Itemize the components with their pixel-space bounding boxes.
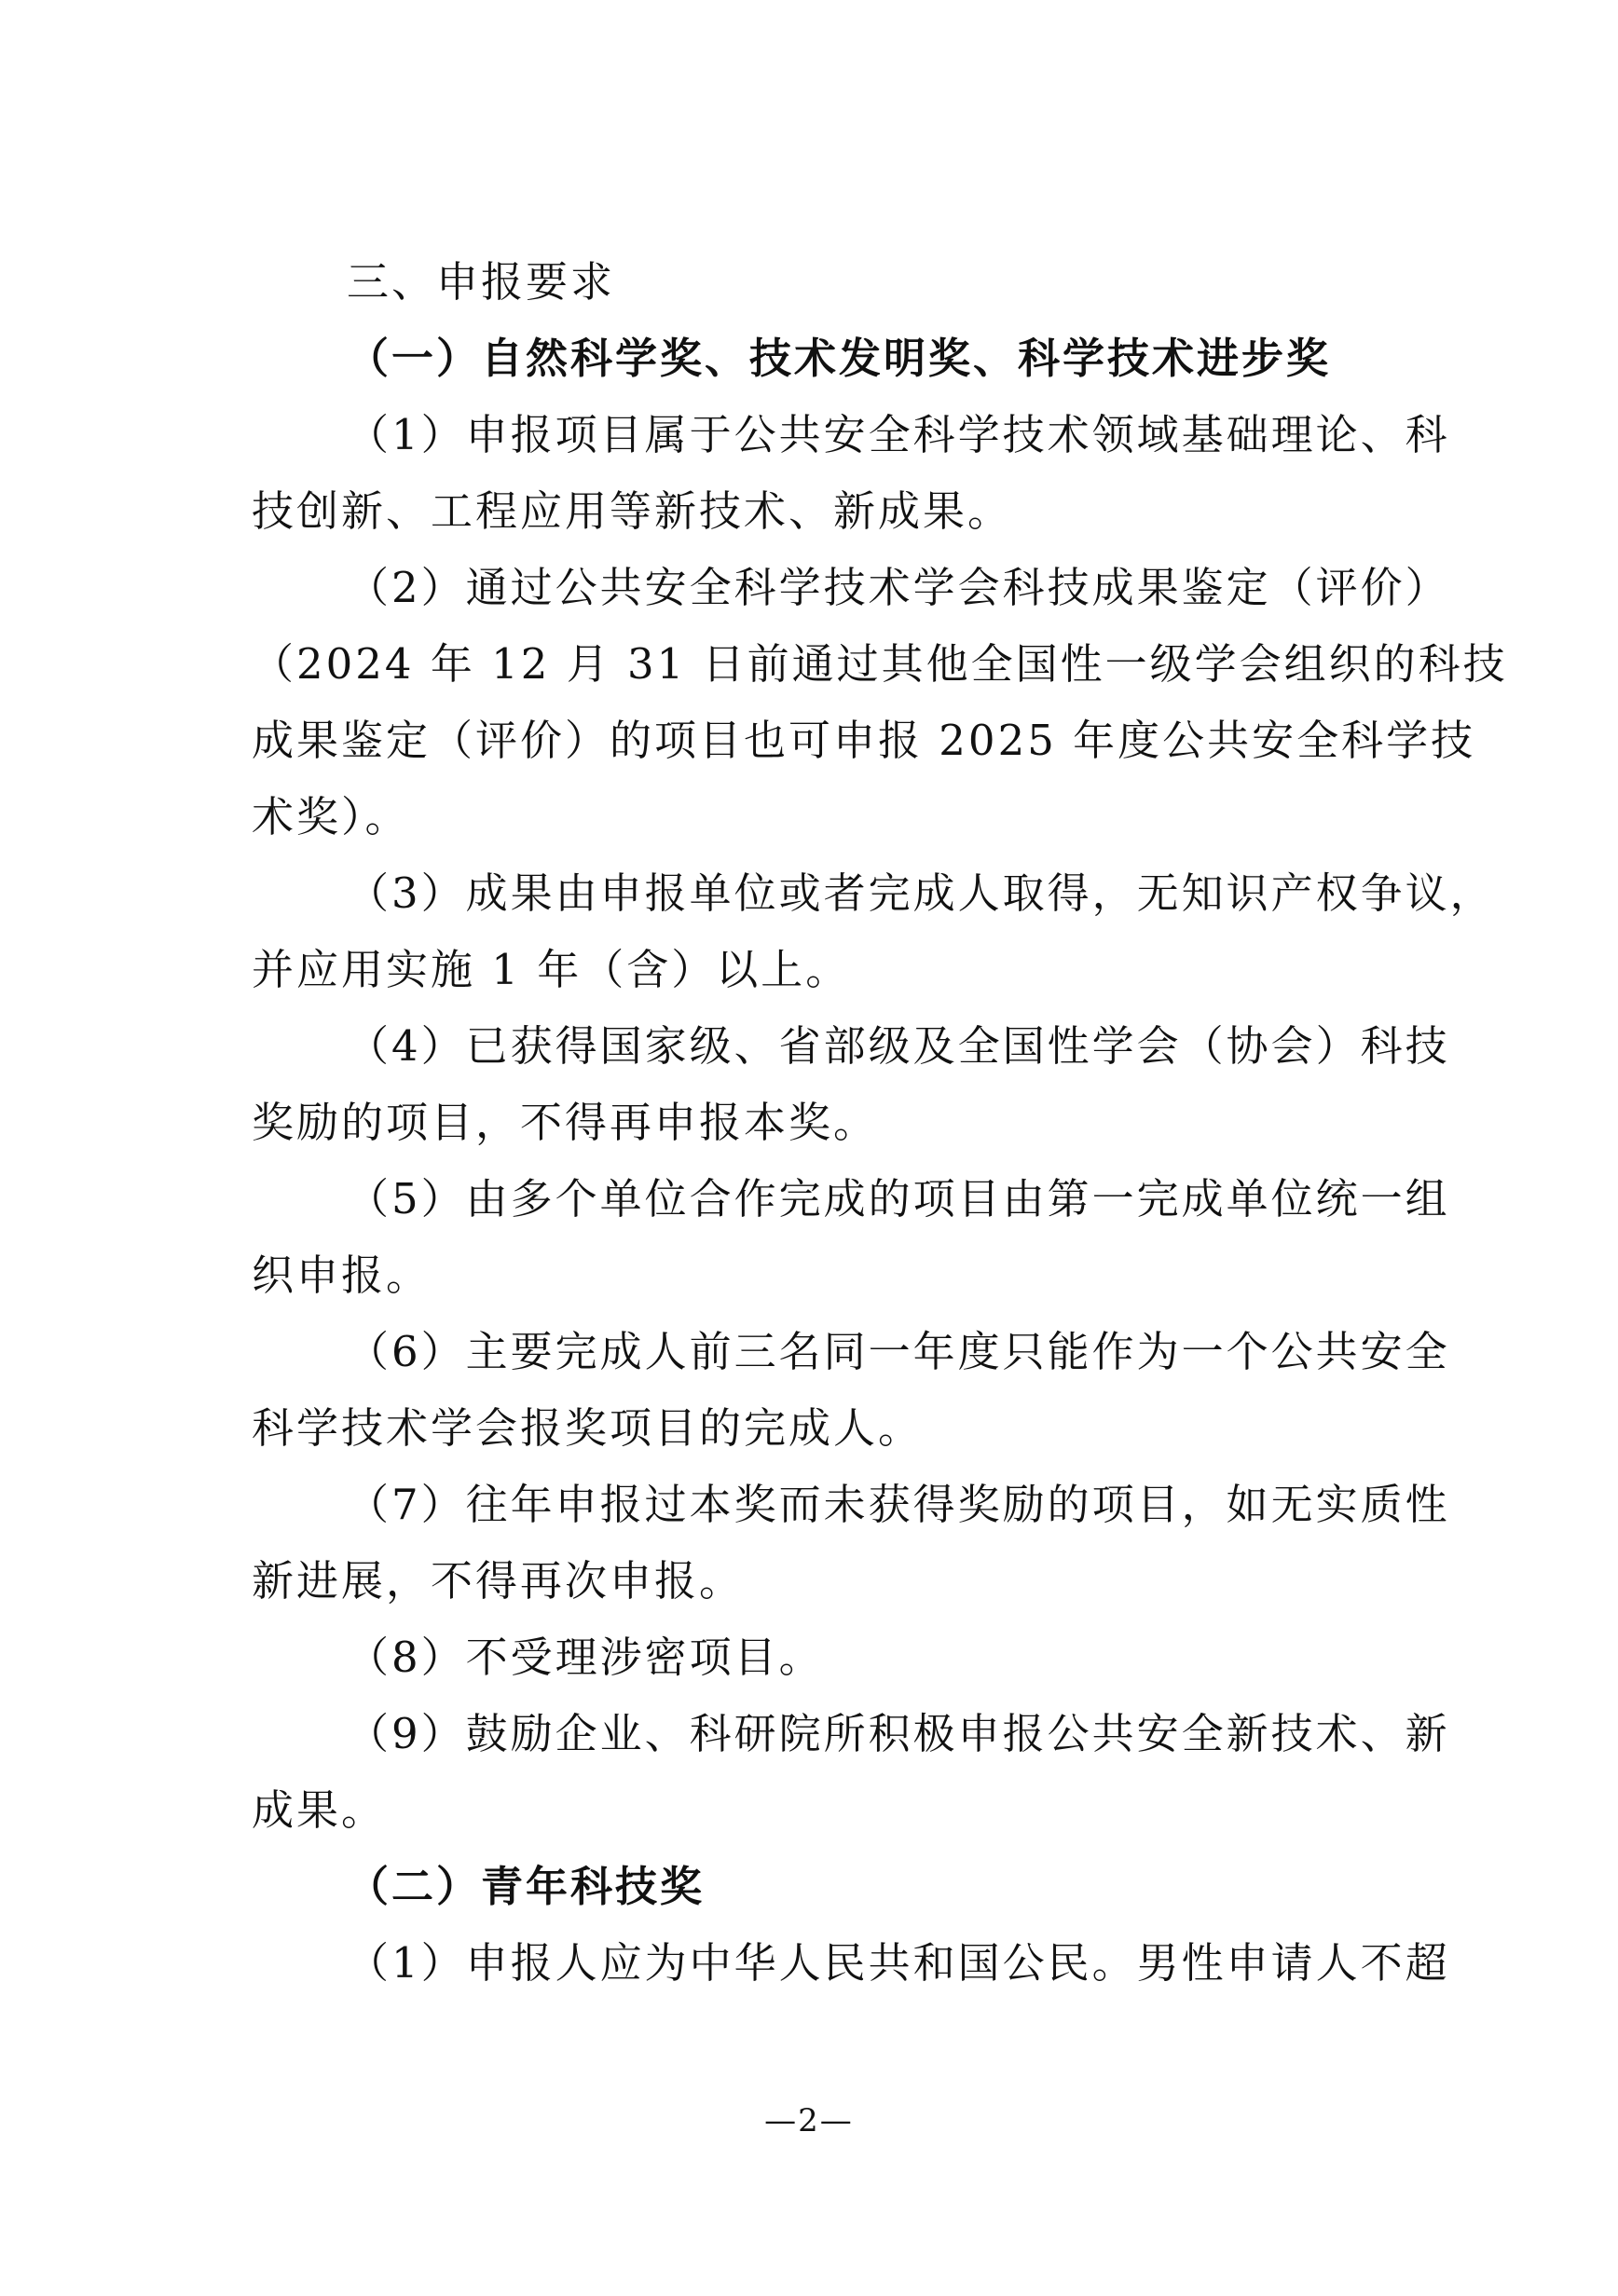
item-4-line-1: （4）已获得国家级、省部级及全国性学会（协会）科技: [347, 1021, 1450, 1071]
item-2-line-4: 术奖）。: [252, 792, 410, 841]
item-3-line-2: 并应用实施 1 年（含）以上。: [252, 945, 851, 994]
item-1-line-2: 技创新、工程应用等新技术、新成果。: [252, 486, 1013, 536]
item-3-line-1: （3）成果由申报单位或者完成人取得，无知识产权争议，: [347, 868, 1495, 918]
item-5-line-2: 织申报。: [252, 1250, 432, 1300]
item-9-line-2: 成果。: [252, 1785, 387, 1835]
item-5-line-1: （5）由多个单位合作完成的项目由第一完成单位统一组: [347, 1174, 1450, 1223]
page-number: —2—: [764, 2102, 854, 2139]
item-6-line-1: （6）主要完成人前三名同一年度只能作为一个公共安全: [347, 1327, 1450, 1376]
item-2-line-3: 成果鉴定（评价）的项目也可申报 2025 年度公共安全科学技: [252, 716, 1476, 765]
subsection-title-2: （二）青年科技奖: [347, 1862, 706, 1911]
item-7-line-2: 新进展，不得再次申报。: [252, 1556, 745, 1606]
sub2-item-1-line-1: （1）申报人应为中华人民共和国公民。男性申请人不超: [347, 1938, 1450, 1988]
item-6-line-2: 科学技术学会报奖项目的完成人。: [252, 1403, 924, 1453]
item-9-line-1: （9）鼓励企业、科研院所积极申报公共安全新技术、新: [347, 1709, 1450, 1758]
item-2-line-1: （2）通过公共安全科学技术学会科技成果鉴定（评价）: [347, 563, 1450, 612]
item-8-line-1: （8）不受理涉密项目。: [347, 1633, 824, 1682]
item-2-line-2: （2024 年 12 月 31 日前通过其他全国性一级学会组织的科技: [252, 639, 1508, 689]
item-4-line-2: 奖励的项目，不得再申报本奖。: [252, 1098, 879, 1147]
item-1-line-1: （1）申报项目属于公共安全科学技术领域基础理论、科: [347, 410, 1450, 459]
item-7-line-1: （7）往年申报过本奖而未获得奖励的项目，如无实质性: [347, 1480, 1450, 1529]
section-title: 三、申报要求: [347, 257, 616, 307]
subsection-title-1: （一）自然科学奖、技术发明奖、科学技术进步奖: [347, 334, 1332, 383]
